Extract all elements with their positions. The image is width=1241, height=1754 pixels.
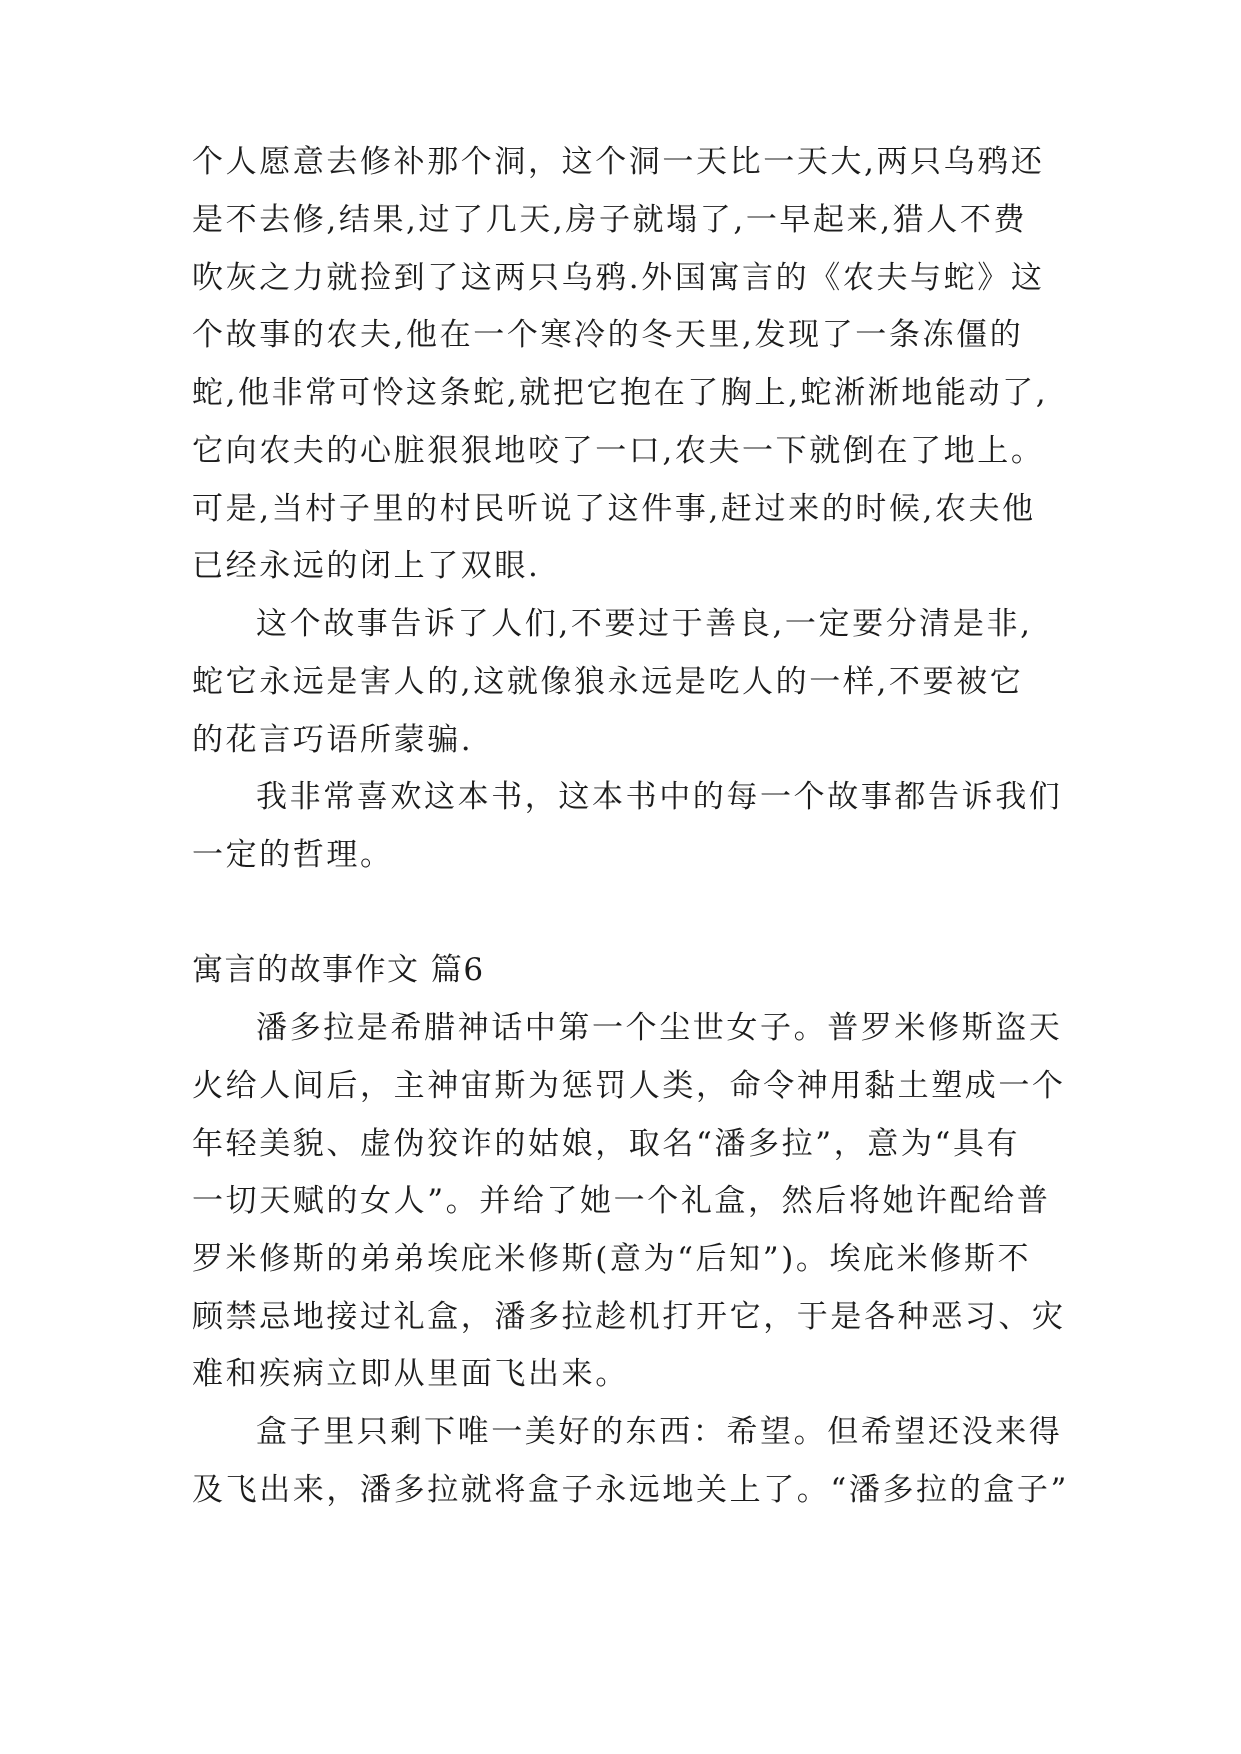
text-line: 我非常喜欢这本书，这本书中的每一个故事都告诉我们 <box>256 779 1063 815</box>
text-line: 火给人间后，主神宙斯为惩罚人类，命令神用黏土塑成一个 <box>192 1068 1066 1104</box>
text-line: 盒子里只剩下唯一美好的东西：希望。但希望还没来得 <box>256 1414 1063 1450</box>
text-line: 这个故事告诉了人们,不要过于善良,一定要分清是非, <box>256 606 1033 642</box>
text-line: 及飞出来，潘多拉就将盒子永远地关上了。“潘多拉的盒子” <box>192 1472 1069 1508</box>
text-line: 个人愿意去修补那个洞，这个洞一天比一天大,两只乌鸦还 <box>192 144 1045 180</box>
text-line: 可是,当村子里的村民听说了这件事,赶过来的时候,农夫他 <box>192 491 1036 527</box>
text-line: 它向农夫的心脏狠狠地咬了一口,农夫一下就倒在了地上。 <box>192 433 1045 469</box>
text-line: 顾禁忌地接过礼盒，潘多拉趁机打开它，于是各种恶习、灾 <box>192 1299 1066 1335</box>
text-line: 蛇,他非常可怜这条蛇,就把它抱在了胸上,蛇淅淅地能动了, <box>192 375 1049 411</box>
text-line: 一切天赋的女人”。并给了她一个礼盒，然后将她许配给普 <box>192 1183 1051 1219</box>
text-line: 的花言巧语所蒙骗. <box>192 722 474 758</box>
text-line: 是不去修,结果,过了几天,房子就塌了,一早起来,猎人不费 <box>192 202 1028 238</box>
section-heading: 寓言的故事作文 篇6 <box>192 952 485 988</box>
text-line: 潘多拉是希腊神话中第一个尘世女子。普罗米修斯盗天 <box>256 1010 1063 1046</box>
text-line: 一定的哲理。 <box>192 837 394 873</box>
text-line: 罗米修斯的弟弟埃庇米修斯(意为“后知”)。埃庇米修斯不 <box>192 1241 1032 1277</box>
text-line: 个故事的农夫,他在一个寒冷的冬天里,发现了一条冻僵的 <box>192 317 1024 353</box>
text-line: 已经永远的闭上了双眼. <box>192 548 541 584</box>
text-line: 吹灰之力就捡到了这两只乌鸦.外国寓言的《农夫与蛇》这 <box>192 260 1045 296</box>
text-line: 难和疾病立即从里面飞出来。 <box>192 1356 629 1392</box>
text-line: 蛇它永远是害人的,这就像狼永远是吃人的一样,不要被它 <box>192 664 1024 700</box>
text-line: 年轻美貌、虚伪狡诈的姑娘，取名“潘多拉”，意为“具有 <box>192 1126 1021 1162</box>
